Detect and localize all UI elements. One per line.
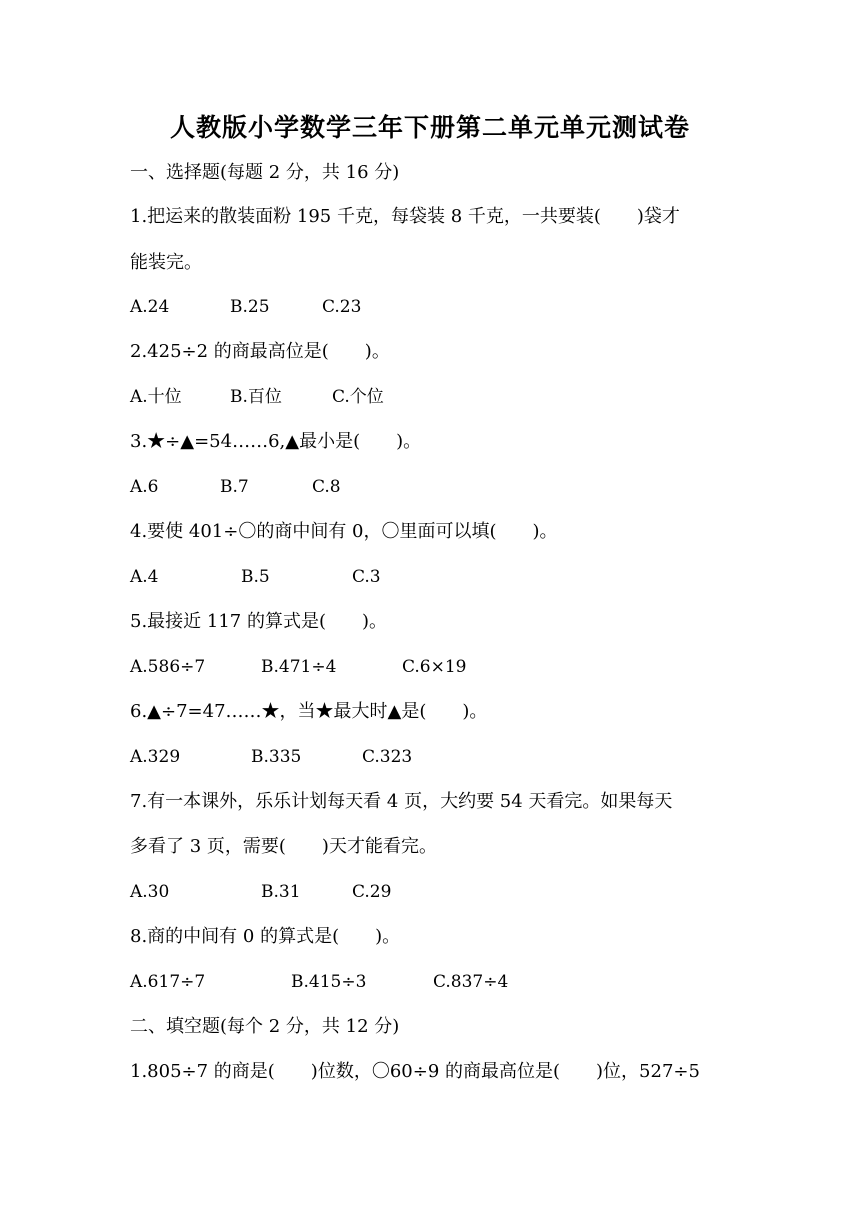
question-1-options	[130, 293, 830, 321]
option-a: A.4	[130, 567, 159, 587]
question-1-line-2: 能装完。	[130, 252, 202, 273]
option-a: A.329	[130, 747, 181, 767]
question-6-line-1: 6.▲÷7=47……★，当★最大时▲是( )。	[130, 701, 488, 722]
option-b: B.7	[220, 477, 249, 497]
option-a: A.24	[130, 297, 170, 317]
option-c: C.3	[352, 567, 381, 587]
question-5-line-1: 5.最接近 117 的算式是( )。	[130, 611, 388, 632]
option-a: A.十位	[130, 387, 182, 407]
question-6-options	[130, 743, 830, 771]
option-b: B.471÷4	[261, 657, 337, 677]
option-c: C.29	[352, 882, 392, 902]
option-a: A.30	[130, 882, 170, 902]
question-7-line-2: 多看了 3 页，需要( )天才能看完。	[130, 836, 437, 857]
option-c: C.23	[322, 297, 362, 317]
option-c: C.837÷4	[433, 972, 509, 992]
question-3-options	[130, 473, 830, 501]
question-1-line-1: 1.把运来的散装面粉 195 千克，每袋装 8 千克，一共要装( )袋才	[130, 206, 680, 227]
question-4-options	[130, 563, 830, 591]
question-8-options	[130, 968, 830, 996]
option-b: B.5	[241, 567, 270, 587]
question-7-options	[130, 878, 830, 906]
page-title: 人教版小学数学三年下册第二单元单元测试卷	[169, 113, 690, 142]
option-b: B.335	[251, 747, 302, 767]
option-c: C.个位	[332, 387, 384, 407]
option-b: B.百位	[230, 387, 282, 407]
fill-question-1-line-1: 1.805÷7 的商是( )位数，〇60÷9 的商最高位是( )位，527÷5	[130, 1061, 700, 1082]
section-heading-fill-in: 二、填空题(每个 2 分，共 12 分)	[130, 1016, 400, 1037]
question-2-options	[130, 383, 830, 411]
option-b: B.31	[261, 882, 301, 902]
option-a: A.586÷7	[130, 657, 206, 677]
question-4-line-1: 4.要使 401÷〇的商中间有 0，〇里面可以填( )。	[130, 521, 558, 542]
question-3-line-1: 3.★÷▲=54……6,▲最小是( )。	[130, 431, 422, 452]
option-a: A.617÷7	[130, 972, 206, 992]
question-5-options	[130, 653, 830, 681]
question-7-line-1: 7.有一本课外，乐乐计划每天看 4 页，大约要 54 天看完。如果每天	[130, 791, 673, 812]
option-c: C.6×19	[402, 657, 467, 677]
option-b: B.415÷3	[291, 972, 367, 992]
option-c: C.323	[362, 747, 413, 767]
option-b: B.25	[230, 297, 270, 317]
option-a: A.6	[130, 477, 159, 497]
question-2-line-1: 2.425÷2 的商最高位是( )。	[130, 341, 390, 362]
option-c: C.8	[312, 477, 341, 497]
question-8-line-1: 8.商的中间有 0 的算式是( )。	[130, 926, 401, 947]
section-heading-choice: 一、选择题(每题 2 分，共 16 分)	[130, 162, 400, 183]
